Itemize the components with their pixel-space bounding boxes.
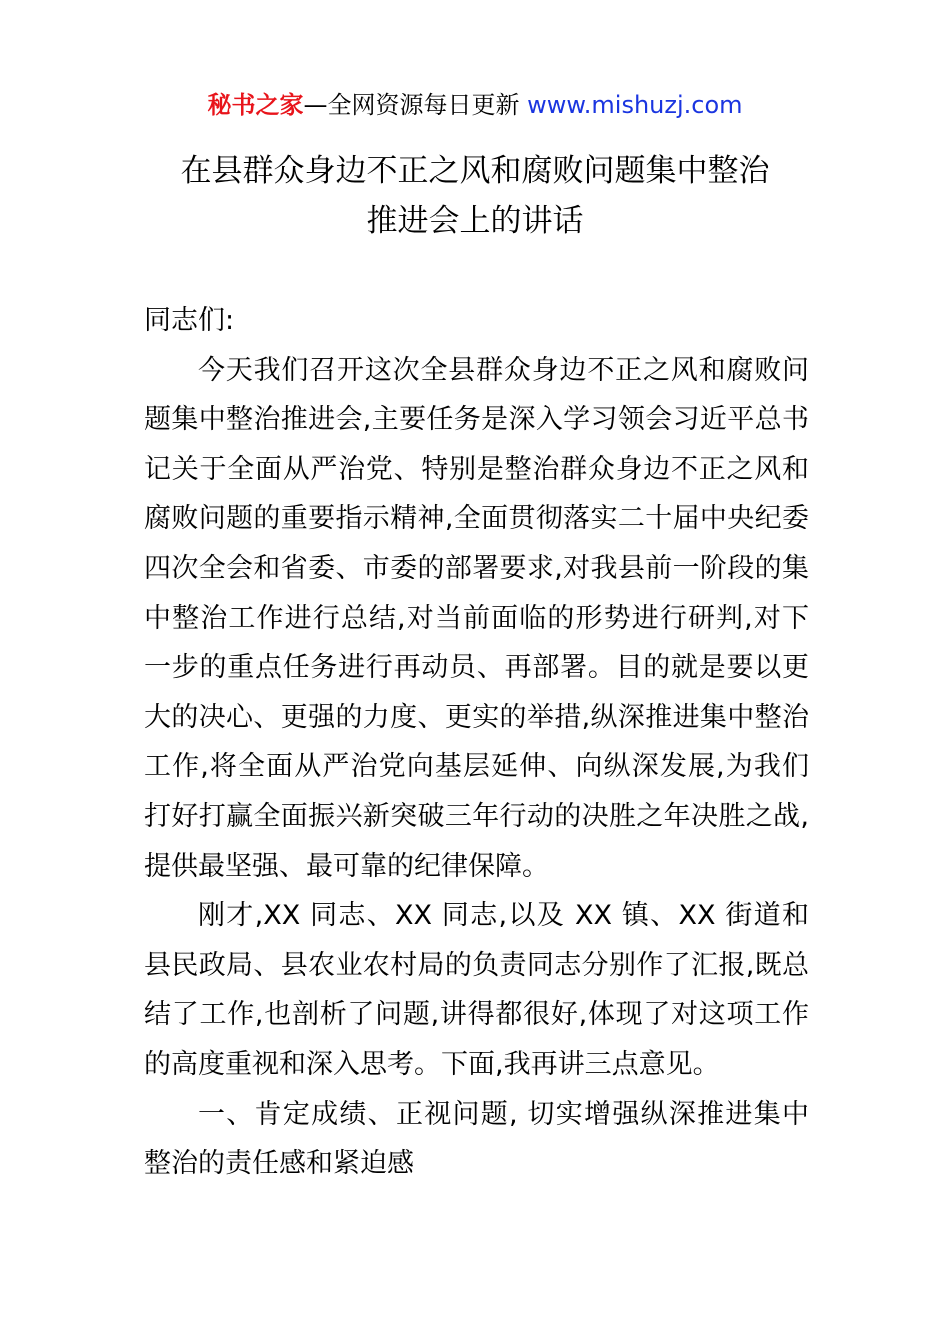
salutation: 同志们: — [144, 305, 235, 336]
title-line-2: 推进会上的讲话 — [366, 203, 584, 239]
title-line-1: 在县群众身边不正之风和腐败问题集中整治 — [180, 153, 770, 189]
site-header — [0, 88, 950, 122]
section-heading: 一、肯定成绩、正视问题, 切实增强纵深推进集中整治的责任感和紧迫感 — [144, 1098, 809, 1180]
brand-name: 秘书之家 — [207, 91, 304, 119]
header-tagline: —全网资源每日更新 — [303, 91, 528, 119]
document-title — [0, 146, 950, 246]
document-body — [144, 296, 809, 1189]
paragraph: 今天我们召开这次全县群众身边不正之风和腐败问题集中整治推进会,主要任务是深入学习领会习近平总书记关于全面从严治党、特别是整治群众身边不正之风和腐败问题的重要指示精神,全面贯彻落实二十届中央纪委四次全会和省委、市委的部署要求,对我县前一阶段的集中整治工作进行总结,对当前面临的形势进行研判,对下一步的重点任务进行再动员、再部署。目的就是要以更大的决心、更强的力度、更实的举措,纵深推进集中整治工作,将全面从严治党向基层延伸、向纵深发展,为我们打好打赢全面振兴新突破三年行动的决胜之年决胜之战,提供最坚强、最可靠的纪律保障。 — [144, 354, 809, 882]
site-url-link[interactable]: www.mishuzj.com — [527, 91, 743, 119]
paragraph: 刚才,XX 同志、XX 同志,以及 XX 镇、XX 街道和县民政局、县农业农村局的负责同志分别作了汇报,既总结了工作,也剖析了问题,讲得都很好,体现了对这项工作的高度重视和深入思考。下面,我再讲三点意见。 — [144, 900, 809, 1080]
